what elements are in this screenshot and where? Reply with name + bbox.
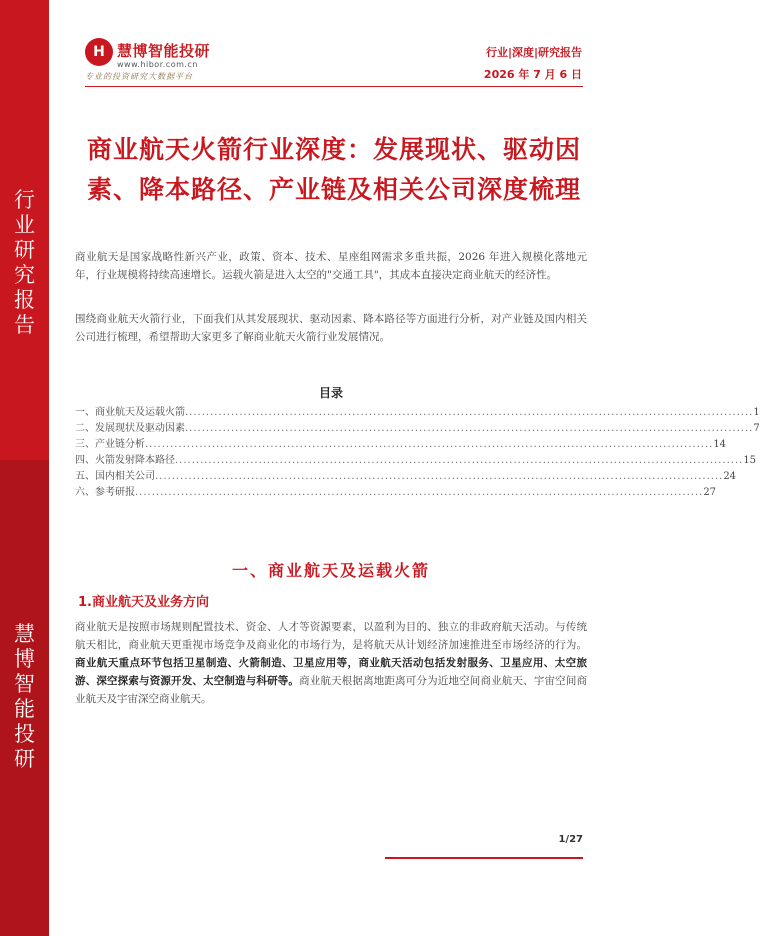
sidebar-char: 投: [14, 722, 35, 746]
sidebar-char: 智: [14, 672, 35, 696]
section-text-bold: 商业航天重点环节包括卫星制造、火箭制造、卫星应用等，商业航天活动包括发射服务、卫星应用、太空旅游、深空探索与资源开发、太空制造与科研等。: [75, 657, 587, 687]
report-title: [75, 130, 593, 210]
logo-slogan: 专业的投资研究大数据平台: [85, 72, 193, 81]
sidebar-char: 业: [14, 213, 35, 237]
report-date: 2026 年 7 月 6 日: [483, 68, 582, 81]
sidebar-char: 行: [14, 188, 35, 212]
toc-item[interactable]: [75, 485, 717, 501]
header-meta: [484, 44, 582, 82]
section-paragraph: [75, 618, 587, 708]
toc-item-label: 一、商业航天及运载火箭: [75, 407, 185, 418]
toc-item-page: 27: [703, 487, 717, 498]
toc-leader: ........................................................................................................................................: [155, 471, 724, 482]
sidebar-char: 博: [14, 647, 35, 671]
sidebar: [0, 0, 49, 936]
logo-mark-icon: H: [85, 38, 113, 66]
table-of-contents: [75, 405, 760, 501]
header-divider: [85, 86, 583, 87]
toc-item[interactable]: [75, 453, 757, 469]
toc-leader: ........................................................................................................................................: [145, 439, 714, 450]
toc-item-label: 二、发展现状及驱动因素: [75, 423, 185, 434]
footer-divider: [385, 857, 583, 859]
toc-item-page: 1: [753, 407, 760, 418]
sidebar-report-type: [0, 188, 49, 338]
subsection-title: 1.商业航天及业务方向: [78, 595, 209, 610]
toc-item-page: 15: [743, 455, 757, 466]
sidebar-char: 研: [14, 747, 35, 771]
sidebar-brand: [0, 622, 49, 772]
report-title-line1: 商业航天火箭行业深度：发展现状、驱动因: [86, 135, 581, 164]
report-category: 行业|深度|研究报告: [485, 46, 582, 59]
toc-leader: ........................................................................................................................................: [185, 407, 754, 418]
sidebar-char: 慧: [14, 622, 35, 646]
toc-title: 目录: [318, 386, 343, 400]
toc-item[interactable]: [75, 469, 737, 485]
sidebar-char: 告: [14, 313, 35, 337]
sidebar-char: 研: [14, 238, 35, 262]
toc-item-page: 24: [723, 471, 737, 482]
section-text-normal-1: 商业航天是按照市场规则配置技术、资金、人才等资源要素，以盈利为目的、独立的非政府航天活动。与传统航天相比，商业航天更重视市场竞争及商业化的市场行为，是将航天从计划经济加速推进至市场经济的行为。: [75, 621, 587, 651]
toc-leader: ........................................................................................................................................: [135, 487, 704, 498]
toc-leader: ........................................................................................................................................: [185, 423, 754, 434]
toc-item-label: 四、火箭发射降本路径: [75, 455, 175, 466]
sidebar-char: 究: [14, 263, 35, 287]
toc-item-page: 14: [713, 439, 727, 450]
section-text-normal-2: 商业航天根据离地距离可分为近地空间商业航天、宇宙空间商业航天及宇宙深空商业航天。: [75, 675, 588, 705]
toc-item[interactable]: [75, 405, 760, 421]
toc-item-label: 三、产业链分析: [75, 439, 145, 450]
logo: [85, 38, 235, 84]
intro-paragraph-2: 围绕商业航天火箭行业，下面我们从其发展现状、驱动因素、降本路径等方面进行分析，对产业链及国内相关公司进行梳理，希望帮助大家更多了解商业航天火箭行业发展情况。: [75, 313, 587, 343]
intro-paragraph-1: 商业航天是国家战略性新兴产业，政策、资本、技术、星座组网需求多重共振，2026 年进入规模化落地元年，行业规模将持续高速增长。运载火箭是进入太空的"交通工具"，其成本直接决定商业航天的经济性。: [75, 251, 587, 281]
logo-url: www.hibor.com.cn: [117, 60, 198, 69]
toc-leader: ........................................................................................................................................: [175, 455, 744, 466]
sidebar-char: 报: [14, 288, 35, 312]
section-title: 一、商业航天及运载火箭: [231, 561, 430, 580]
toc-item-label: 五、国内相关公司: [75, 471, 155, 482]
toc-item[interactable]: [75, 437, 727, 453]
report-title-line2: 素、降本路径、产业链及相关公司深度梳理: [86, 175, 581, 204]
toc-item[interactable]: [75, 421, 760, 437]
toc-item-label: 六、参考研报: [75, 487, 135, 498]
sidebar-char: 能: [14, 697, 35, 721]
logo-name: 慧博智能投研: [117, 42, 211, 60]
toc-item-page: 7: [753, 423, 760, 434]
page-number: 1/27: [558, 834, 583, 845]
